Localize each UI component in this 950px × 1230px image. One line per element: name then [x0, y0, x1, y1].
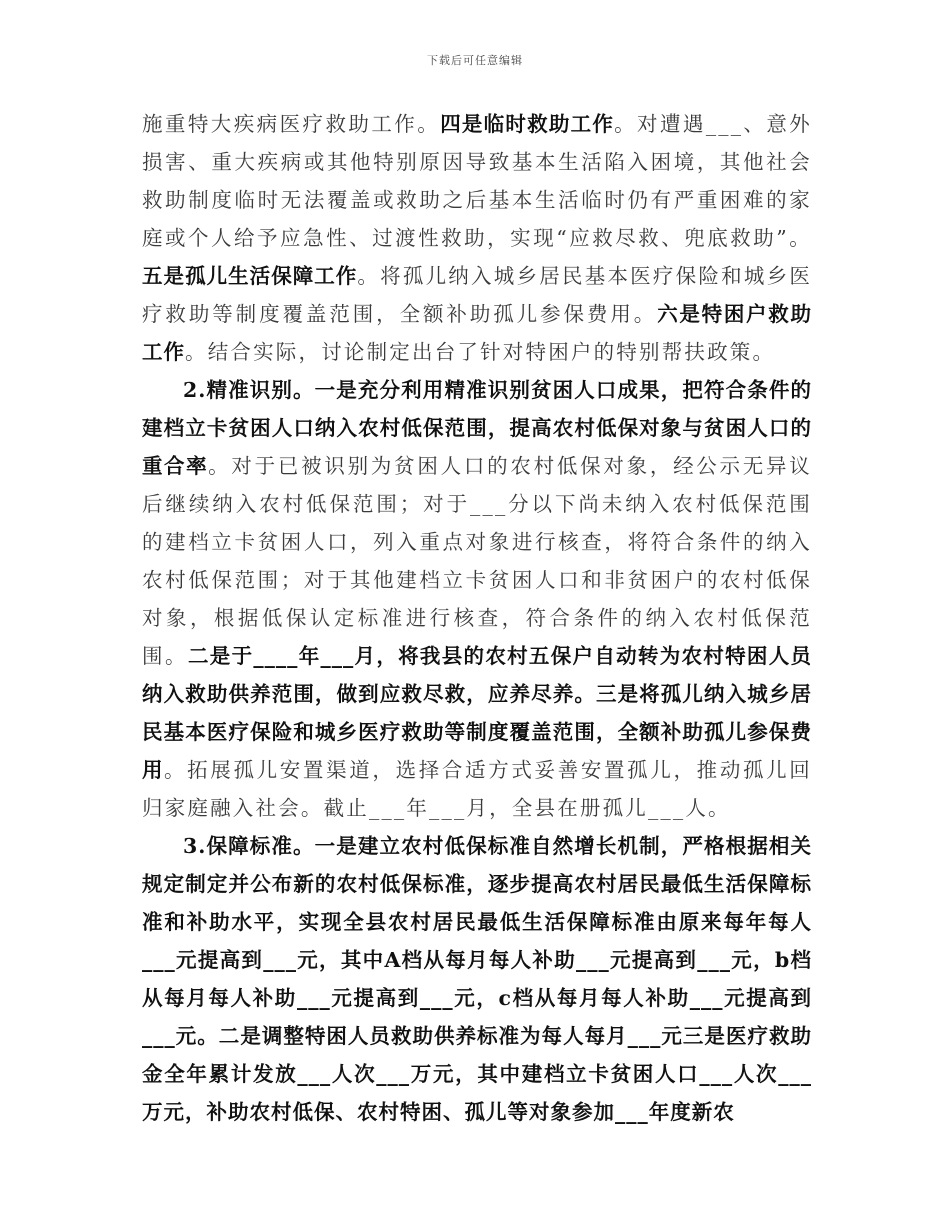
text-segment: 。拓展孤儿安置渠道，选择合适方式妥善安置孤儿，推动孤儿回归家庭融入社会。截止___年___月，全县在册孤儿___人。	[142, 758, 812, 820]
text-segment: 。将孤儿纳入城乡居民基本医疗保险和城乡医疗救助等制度覆盖范围，全额补助孤儿参保费用。	[142, 264, 813, 326]
page-header: 下载后可任意编辑	[427, 54, 523, 67]
bold-heading-segment: 四是临时救助工作	[440, 112, 615, 136]
bold-heading-segment: 2.精准识别。一是充分利用精准识别贫困人口成果，把符合条件的建档立卡贫困人口纳入农村低保范围，提高农村低保对象与贫困人口的重合率	[142, 378, 812, 478]
text-segment: 。对于已被识别为贫困人口的农村低保对象，经公示无异议后继续纳入农村低保范围；对于___分以下尚未纳入农村低保范围的建档立卡贫困人口，列入重点对象进行核查，将符合条件的纳入农村低保范围；对于其他建档立卡贫困人口和非贫困户的农村低保对象，根据低保认定标准进行核查，符合条件的纳入农村低保范围。	[142, 454, 812, 668]
text-segment: 施重特大疾病医疗救助工作。	[142, 112, 441, 136]
document-body	[142, 105, 812, 1131]
text-segment: 。对遭遇___、意外损害、重大疾病或其他特别原因导致基本生活陷入困境，其他社会救助制度临时无法覆盖或救助之后基本生活临时仍有严重困难的家庭或个人给予应急性、过渡性救助，实现“应救尽救、兜底救助”。	[142, 112, 813, 250]
paragraph-protection-standard	[142, 827, 812, 1131]
bold-heading-segment: 二是于____年___月，将我县的农村五保户自动转为农村特困人员纳入救助供养范围，做到应救尽救，应养尽养。三是将孤儿纳入城乡居民基本医疗保险和城乡医疗救助等制度覆盖范围，全额补助孤儿参保费用	[142, 644, 812, 782]
bold-heading-segment: 六是特困户救助工作	[142, 302, 812, 364]
paragraph-temporary-relief	[142, 105, 812, 371]
bold-heading-segment: 五是孤儿生活保障工作	[142, 264, 358, 288]
text-segment: 。结合实际，讨论制定出台了针对特困户的特别帮扶政策。	[185, 340, 776, 364]
bold-heading-segment: 3.保障标准。一是建立农村低保标准自然增长机制，严格根据相关规定制定并公布新的农村低保标准，逐步提高农村居民最低生活保障标准和补助水平，实现全县农村居民最低生活保障标准由原来每年每人___元提高到___元，其中A档从每月每人补助___元提高到___元，b档从每月每人补助___元提高到___元，c档从每月每人补助___元提高到___元。二是调整特困人员救助供养标准为每人每月___元三是医疗救助金全年累计发放___人次___万元，其中建档立卡贫困人口___人次___万元，补助农村低保、农村特困、孤儿等对象参加___年度新农	[142, 834, 812, 1124]
paragraph-precise-identification	[142, 371, 812, 827]
